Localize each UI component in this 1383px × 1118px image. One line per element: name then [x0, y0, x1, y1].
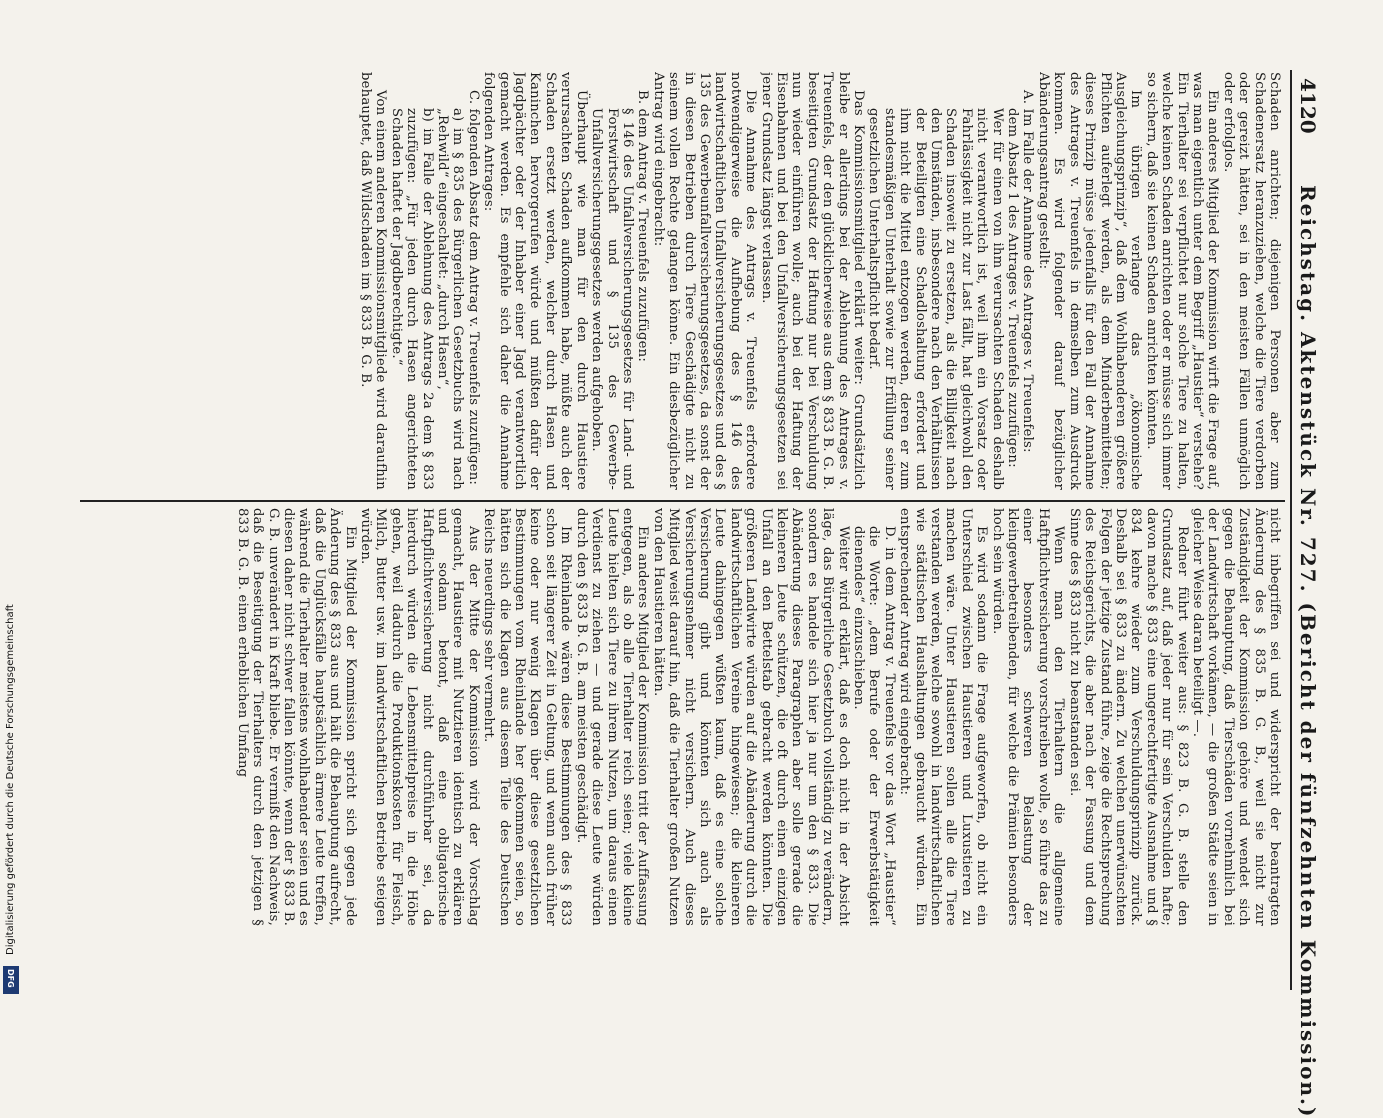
footer-strip [0, 0, 22, 1000]
paragraph: Ein anderes Mitglied der Kommission wirft die Frage auf, was man eigentlich unter dem Begriff „Haustier“ verstehe? Ein Tierhalter sei verpflichtet nur solche Tiere zu halten, welche keinen Schaden anrichten oder er müsse sich immer so sichern, daß sie keinen Schaden anrichten könnten. [1143, 72, 1221, 490]
left-column [82, 72, 1282, 490]
page-number: 4120 [1296, 78, 1320, 134]
paragraph: Das Kommissionsmitglied erklärt weiter: Grundsätzlich bleibe er allerdings bei der Ablehnung des Antrages v. Treuenfels, der den glücklicherweise aus dem § 833 B. G. B. beseitigten Grundsatz der Haftung nur bei Verschuldung nun wieder einführen wolle; auch bei der Haftung der Eisenbahnen und bei den Unfallversicherungsgesetzen sei jener Grundsatz längst verlassen. [758, 72, 867, 490]
paragraph: D. in dem Antrag v. Treuenfels vor das Wort „Haustier“ die Worte: „dem Berufe oder der Erwerbstätigkeit dienendes“ einzuschieben. [851, 526, 897, 926]
paragraph: Wer für einen von ihm verursachten Schaden deshalb nicht verantwortlich ist, weil ihm ein Vorsatz oder Fahrlässigkeit nicht zur Last fällt, hat gleichwohl den Schaden insoweit zu ersetzen, als die Billigkeit nach den Umständen, insbesondere nach den Verhältnissen der Beteiligten eine Schadloshaltung erfordert und ihm nicht die Mittel entzogen werden, deren er zum standesmäßigen Unterhalt sowie zur Erfüllung seiner gesetzlichen Unterhaltspflicht bedarf. [866, 108, 1005, 490]
dfg-logo-text: DFG [6, 969, 15, 988]
paragraph: Redner führt weiter aus: § 823 B. G. B. stelle den Grundsatz auf, daß jeder nur für sein Verschulden hafte; davon mache § 833 eine ungerechtfertigte Ausnahme und § 834 kehre wieder zum Verschuldungsprinzip zurück. Deshalb sei § 833 zu ändern. Zu welchen unerwünschten Folgen der jetzige Zustand führe, zeige die Rechtsprechung des Reichsgerichts, die aber nach der Fassung und dem Sinne des § 833 nicht zu beanstanden sei. [1066, 508, 1190, 926]
paragraph: Im übrigen verlange das „ökonomische Ausgleichungsprinzip“, daß dem Wohlhabenderen größere Pflichten auferlegt werden, als dem Minderbemittelten; dieses Prinzip müsse jedenfalls für den Fall der Annahme des Antrages v. Treuenfels in demselben zum Ausdruck kommen. Es wird folgender darauf bezüglicher Abänderungsantrag gestellt: [1035, 72, 1144, 490]
paragraph: C. folgenden Absatz dem Antrag v. Treuenfels zuzufügen: [465, 90, 481, 486]
paragraph: Im Rheinlande wären diese Bestimmungen des § 833 schon seit längerer Zeit in Geltung, und wenn auch früher keine oder nur wenig Klagen über diese gesetzlichen Bestimmungen vom Rheinlande her gekommen seien, so hätten sich die Klagen aus diesem Teile des Deutschen Reichs neuerdings sehr vermehrt. [481, 508, 574, 926]
paragraph: Die Annahme des Antrags v. Treuenfels erfordere notwendigerweise die Aufhebung des § 146 des landwirtschaftlichen Unfallversicherungsgesetzes und des § 135 des Gewerbeunfallversicherungsgesetzes, da sonst der in diesen Betrieben durch Tiere Geschädigte nicht zu seinem vollen Rechte gelangen könne. Ein diesbezüglicher Antrag wird eingebracht: [650, 72, 759, 490]
paragraph: Schaden anrichten; diejenigen Personen aber zum Schadenersatz heranzuziehen, welche die Tiere verdorben oder gereizt hätten, sei in den meisten Fällen unmöglich oder erfolglos. [1220, 72, 1282, 490]
paragraph: Es wird sodann die Frage aufgeworfen, ob nicht ein Unterschied zwischen Haustieren und Luxustieren zu machen wäre. Unter Haustieren sollen alle die Tiere verstanden werden, welche sowohl in landwirtschaftlichen wie städtischen Haushaltungen gebraucht würden. Ein entsprechender Antrag wird eingebracht: [897, 508, 990, 926]
paragraph: Ein anderes Mitglied der Kommission tritt der Auffassung entgegen, als ob alle Tierhalter reich seien; viele kleine Leute hielten sich Tiere zu ihrem Nutzen, um daraus einen Verdienst zu ziehen — und gerade diese Leute würden durch den § 833 B. G. B. am meisten geschädigt. [573, 508, 651, 926]
page-title: Reichstag. Aktenstück Nr. 727. (Bericht der fünfzehnten Kommission.) [1296, 185, 1320, 1118]
paragraph: b) im Falle der Ablehnung des Antrags 2a dem § 833 zuzufügen: „Für jeden durch Hasen angerichteten Schaden haftet der Jagdberechtigte.“ [388, 108, 435, 490]
paragraph: A. Im Falle der Annahme des Antrages v. Treuenfels: [1020, 90, 1036, 453]
column-divider [80, 500, 1285, 502]
paragraph: Ein Mitglied der Kommission spricht sich gegen jede Änderung des § 833 aus und hält die Behauptung aufrecht, daß die Unglücksfälle hauptsächlich ärmere Leute treffen, während die Tierhalter meistens wohlhabender seien und es diesen daher nicht schwer fallen könnte, wenn der § 833 B. G. B. unverändert in Kraft bliebe. Er vermißt den Nachweis, daß die Beseitigung der Tierhalters durch den jetzigen § 833 B. G. B. einen erheblichen Umfang [234, 508, 358, 926]
paragraph: § 146 des Unfallversicherungsgesetzes für Land- und Forstwirtschaft und § 135 des Gewerbe-Unfallversicherungsgesetzes werden aufgehoben. [589, 108, 635, 490]
header-rule [1290, 70, 1292, 990]
paragraph: Überhaupt wie man für den durch Haustiere verursachten Schaden aufkommen habe, müßte auch der Schaden ersetzt werden, welcher durch Hasen und Kaninchen hervorgerufen würde und müßten dafür der Jagdpächter oder der Inhaber einer Jagd verantwortlich gemacht werden. Es empfehle sich daher die Annahme folgenden Antrages: [481, 72, 589, 490]
paragraph: dem Absatz 1 des Antrages v. Treuenfels zuzufügen: [1005, 108, 1021, 468]
dfg-logo [3, 966, 19, 994]
paragraph: nicht inbegriffen sei und widerspricht der beantragten Änderung des § 835 B. G. B., weil sie nicht zur Zuständigkeit der Kommission gehöre und wendet sich gegen die Behauptung, daß Tierschäden vornehmlich bei der Landwirtschaft vorkämen, — die großen Städte seien in gleicher Weise daran beteiligt —. [1189, 508, 1282, 926]
paragraph: Von einem anderen Kommissionsmitgliede wird daraufhin behauptet, daß Wildschaden im § 833 B. G. B. [358, 72, 389, 490]
paragraph: Wenn man den Tierhaltern die allgemeine Haftpflichtversicherung vorschreiben wolle, so führe das zu einer besonders schweren Belastung der kleingewerbetreibenden, für welche die Prämien besonders hoch sein würden. [989, 508, 1067, 926]
paragraph: a) im § 835 des Bürgerlichen Gesetzbuchs wird nach „Rehwild“ eingeschaltet: „durch Hasen“, [435, 108, 466, 490]
footer-credit: Digitalisierung gefördert durch die Deutsche Forschungsgemeinschaft [5, 604, 16, 955]
paragraph: Weiter wird erklärt, daß es doch nicht in der Absicht läge, das Bürgerliche Gesetzbuch vollständig zu verändern, sondern es handele sich hier ja nur um den § 833. Die Abänderung dieses Paragraphen aber solle gerade die kleineren Leute schützen, die oft durch einen einzigen Unfall an den Bettelstab gebracht werden könnten. Die größeren Landwirte würden auf die Abänderung durch die landwirtschaftlichen Vereine hingewiesen; die kleineren Leute dahingegen wüßten kaum, daß es eine solche Versicherung gibt und könnten sich auch als Versicherungsnehmer nicht versichern. Auch dieses Mitglied weist darauf hin, daß die Tierhalter großen Nutzen von den Haustieren hätten. [650, 508, 851, 926]
paragraph: Aus der Mitte der Kommission wird der Vorschlag gemacht, Haustiere mit Nutztieren identisch zu erklären und sodann betont, daß eine obligatorische Haftpflichtversicherung nicht durchführbar sei, da hierdurch würden die Lebensmittelpreise in die Höhe gehen, weil dadurch die Produktionskosten für Fleisch, Milch, Butter usw. im landwirtschaftlichen Betriebe steigen würden. [358, 508, 481, 926]
paragraph: B. dem Antrag v. Treuenfels zuzufügen: [635, 90, 651, 362]
right-column [82, 508, 1282, 926]
